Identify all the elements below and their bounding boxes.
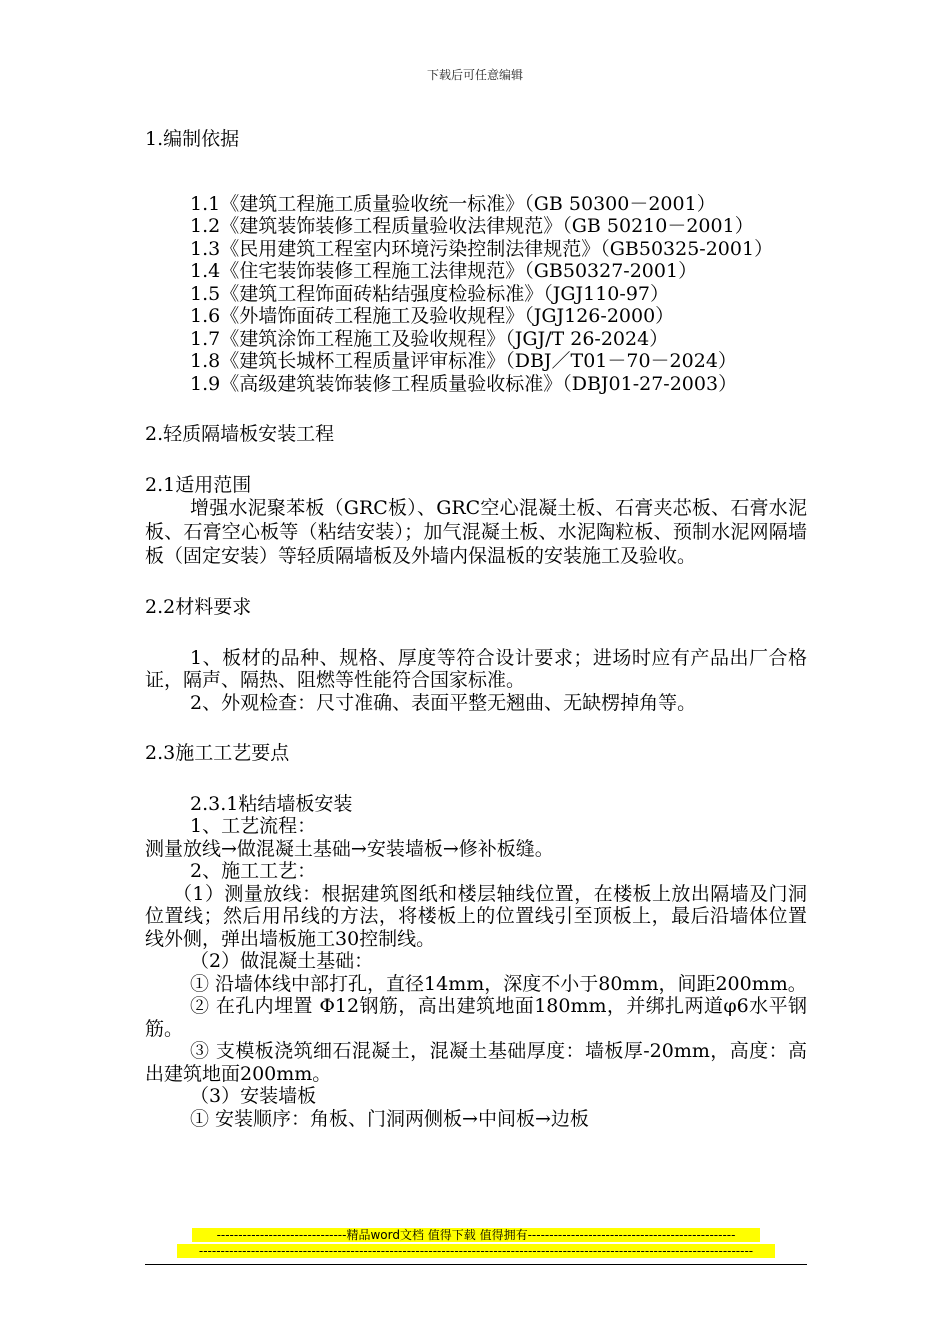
section-2-title: 2.轻质隔墙板安装工程 xyxy=(145,423,335,445)
material-item: 2、外观检查：尺寸准确、表面平整无翘曲、无缺楞掉角等。 xyxy=(190,691,697,714)
footer-banner: ------------------------------精品word文档 值得下载 值得拥有------------------------------------------------ xyxy=(192,1228,760,1242)
reference-item: 1.4《住宅装饰装修工程施工法律规范》（GB50327-2001） xyxy=(190,260,698,282)
footer-rule xyxy=(145,1264,807,1265)
material-item: 1、板材的品种、规格、厚度等符合设计要求；进场时应有产品出厂合格证，隔声、隔热、阻燃等性能符合国家标准。 xyxy=(145,646,807,691)
page-footer xyxy=(145,1228,807,1265)
process-flow-text: 测量放线→做混凝土基础→安装墙板→修补板缝。 xyxy=(145,837,554,860)
process-flow-label: 1、工艺流程： xyxy=(190,815,317,837)
footer-dash-line: -------------------------------------------------------------------------------------------------------------------------------- xyxy=(177,1244,775,1258)
reference-item: 1.7《建筑涂饰工程施工及验收规程》（JGJ/T 26-2024） xyxy=(190,327,669,350)
craft-label: 2、施工工艺： xyxy=(190,860,317,882)
reference-item: 1.5《建筑工程饰面砖粘结强度检验标准》（JGJ110-97） xyxy=(190,282,669,305)
reference-item: 1.3《民用建筑工程室内环境污染控制法律规范》（GB50325-2001） xyxy=(190,237,774,260)
step-foundation-label: （2）做混凝土基础： xyxy=(190,950,374,972)
step-survey: （1）测量放线：根据建筑图纸和楼层轴线位置，在楼板上放出隔墙及门洞位置线；然后用吊线的方法，将楼板上的位置线引至顶板上，最后沿墙体位置线外侧，弹出墙板施工30控制线。 xyxy=(145,882,807,950)
foundation-item: ① 沿墙体线中部打孔，直径14mm，深度不小于80mm，间距200mm。 xyxy=(190,972,807,995)
material-requirements xyxy=(145,647,807,715)
section-2-3-1-title: 2.3.1粘结墙板安装 xyxy=(190,792,353,815)
reference-item: 1.9《高级建筑装饰装修工程质量验收标准》（DBJ01-27-2003） xyxy=(190,372,738,395)
reference-list xyxy=(145,193,807,396)
construction-procedure xyxy=(145,793,807,1131)
reference-item: 1.8《建筑长城杯工程质量评审标准》（DBJ／T01－70－2024） xyxy=(190,350,737,372)
foundation-item: ② 在孔内埋置 Φ12钢筋，高出建筑地面180mm，并绑扎两道φ6水平钢筋。 xyxy=(145,995,807,1040)
foundation-item: ③ 支模板浇筑细石混凝土，混凝土基础厚度：墙板厚-20mm，高度：高出建筑地面200mm。 xyxy=(145,1040,807,1085)
scope-paragraph: 增强水泥聚苯板（GRC板）、GRC空心混凝土板、石膏夹芯板、石膏水泥板、石膏空心板等（粘结安装）；加气混凝土板、水泥陶粒板、预制水泥网隔墙板（固定安装）等轻质隔墙板及外墙内保温板的安装施工及验收。 xyxy=(145,497,807,567)
page-header: 下载后可任意编辑 xyxy=(426,68,523,82)
section-1-title: 1.编制依据 xyxy=(145,128,240,150)
document-body xyxy=(145,122,807,1130)
reference-item: 1.1《建筑工程施工质量验收统一标准》（GB 50300－2001） xyxy=(190,192,716,215)
section-2-1-title: 2.1适用范围 xyxy=(145,473,252,496)
step-install-label: （3）安装墙板 xyxy=(190,1085,317,1107)
install-item: ① 安装顺序：角板、门洞两侧板→中间板→边板 xyxy=(190,1107,589,1130)
section-2-3-title: 2.3施工工艺要点 xyxy=(145,742,290,764)
section-2-2-title: 2.2材料要求 xyxy=(145,596,252,618)
reference-item: 1.2《建筑装饰装修工程质量验收法律规范》（GB 50210－2001） xyxy=(190,215,754,237)
reference-item: 1.6《外墙饰面砖工程施工及验收规程》（JGJ126-2000） xyxy=(190,305,675,327)
